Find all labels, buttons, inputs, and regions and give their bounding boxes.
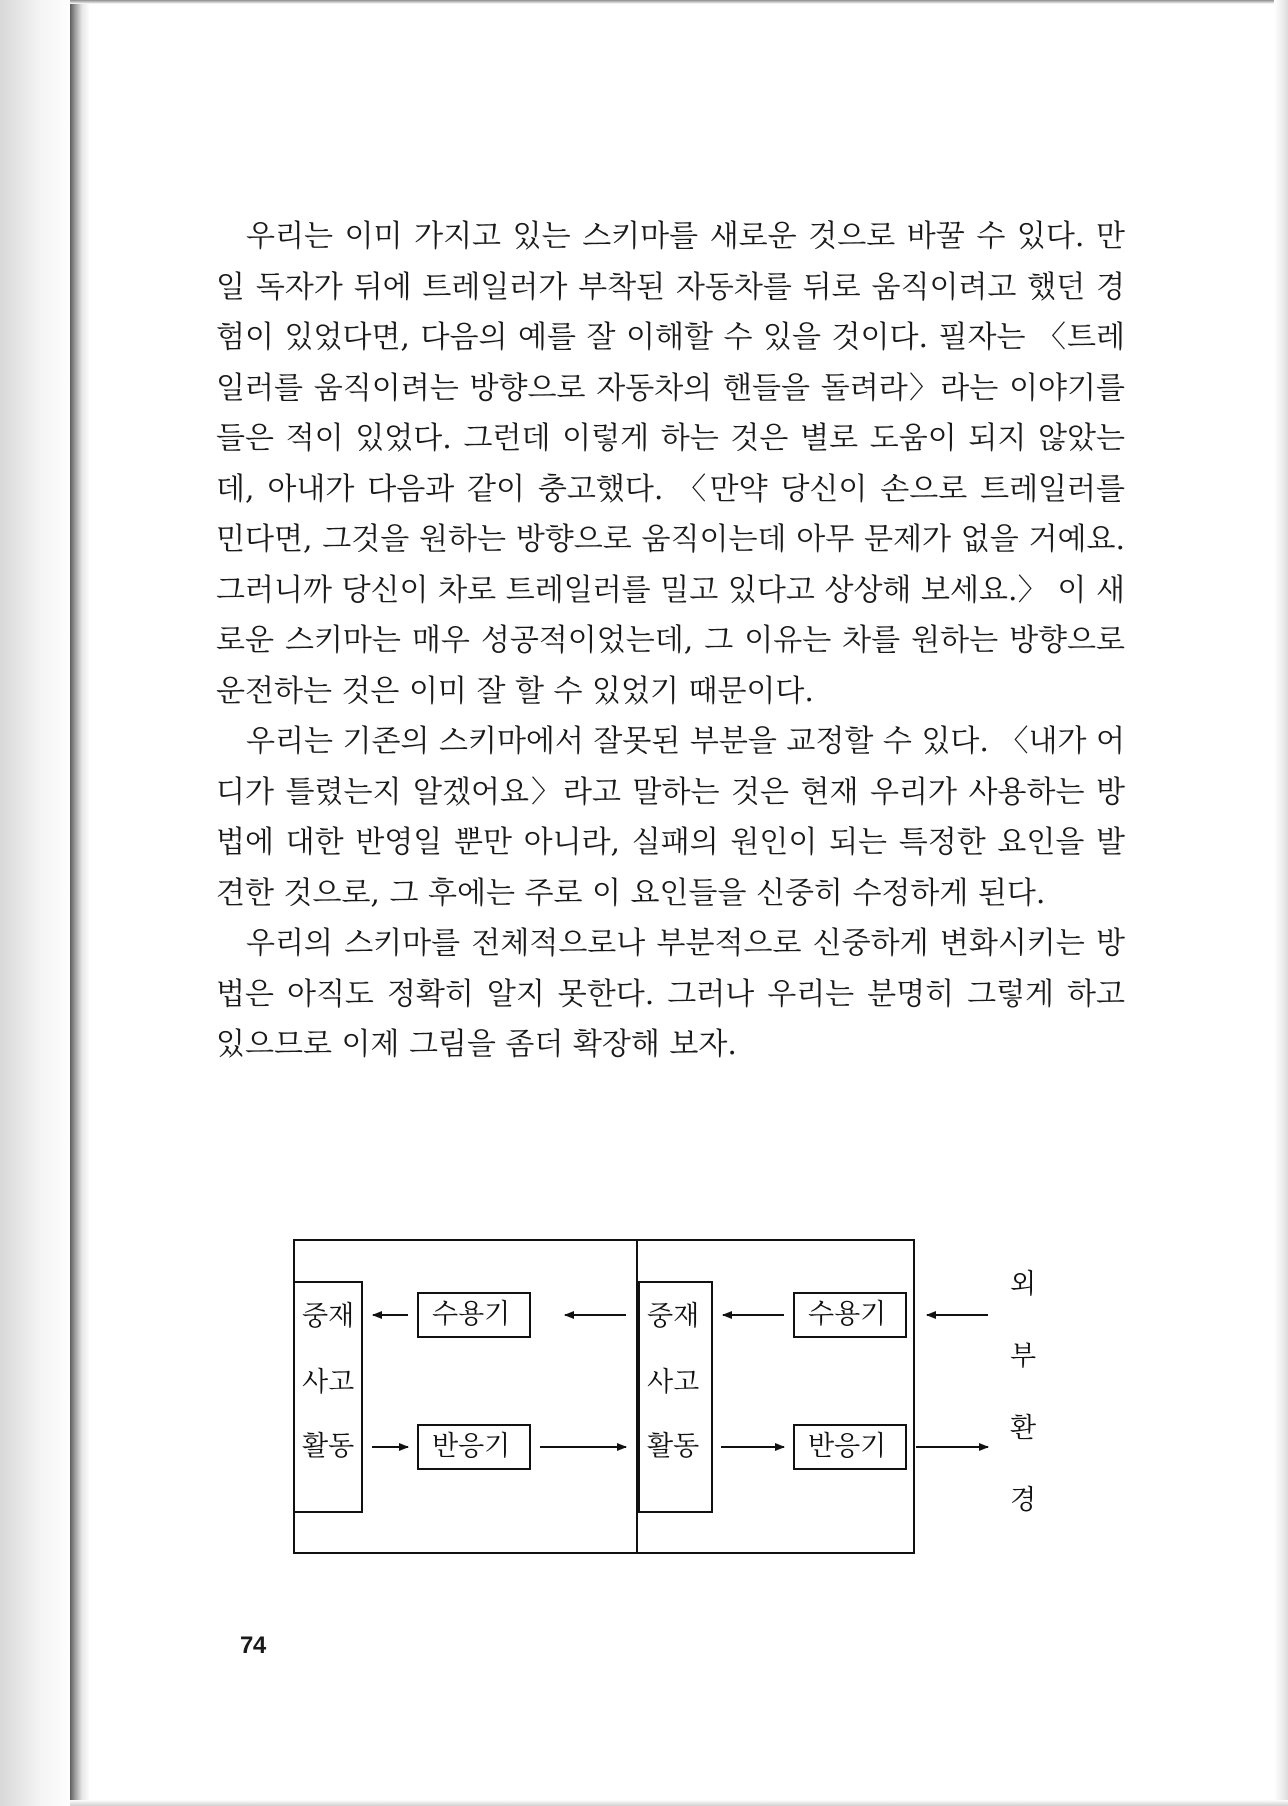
paragraph-schema-replacement: 우리는 이미 가지고 있는 스키마를 새로운 것으로 바꿀 수 있다. 만일 독자가 뒤에 트레일러가 부착된 자동차를 뒤로 움직이려고 했던 경험이 있었다면, 다음의 예를 잘 이해할 수 있을 것이다. 필자는 〈트레일러를 움직이려는 방향으로 자동차의 핸들을 돌려라〉라는 이야기를 들은 적이 있었다. 그런데 이렇게 하는 것은 별로 도움이 되지 않았는데, 아내가 다음과 같이 충고했다. 〈만약 당신이 손으로 트레일러를 민다면, 그것을 원하는 방향으로 움직이는데 아무 문제가 없을 거예요. 그러니까 당신이 차로 트레일러를 밀고 있다고 상상해 보세요.〉 이 새로운 스키마는 매우 성공적이었는데, 그 이유는 차를 원하는 방향으로 운전하는 것은 이미 잘 할 수 있었기 때문이다. <box>216 219 1125 709</box>
left-mediator-label-2: 사고 <box>302 1367 355 1398</box>
paragraph-schema-correction: 우리는 기존의 스키마에서 잘못된 부분을 교정할 수 있다. 〈내가 어디가 틀렸는지 알겠어요〉라고 말하는 것은 현재 우리가 사용하는 방법에 대한 반영일 뿐만 아니라, 실패의 원인이 되는 특정한 요인을 발견한 것으로, 그 후에는 주로 이 요인들을 신중히 수정하게 된다. <box>216 724 1125 911</box>
right-mediator-label-1: 중재 <box>647 1301 700 1332</box>
body-text <box>216 212 1125 1071</box>
page-top-edge <box>70 0 1288 4</box>
environment-label-char-4: 경 <box>1010 1485 1037 1516</box>
right-mediator-label-3: 활동 <box>647 1431 700 1462</box>
paragraph-schema-change: 우리의 스키마를 전체적으로나 부분적으로 신중하게 변화시키는 방법은 아직도 정확히 알지 못한다. 그러나 우리는 분명히 그렇게 하고 있으므로 이제 그림을 좀더 확장해 보자. <box>216 926 1125 1062</box>
page-bottom-edge <box>70 1800 1288 1806</box>
environment-label-char-3: 환 <box>1010 1413 1037 1444</box>
right-receptor-label: 수용기 <box>808 1299 887 1330</box>
page-number: 74 <box>240 1632 266 1659</box>
outer-system-frame <box>294 1240 914 1553</box>
environment-label-char-1: 외 <box>1010 1269 1037 1300</box>
environment-label-char-2: 부 <box>1010 1341 1037 1372</box>
book-spine-edge <box>70 4 90 1802</box>
left-mediator-label-1: 중재 <box>302 1301 355 1332</box>
left-receptor-label: 수용기 <box>432 1299 511 1330</box>
left-effector-label: 반응기 <box>432 1431 511 1462</box>
schema-diagram <box>280 1232 1060 1562</box>
right-effector-label: 반응기 <box>808 1431 887 1462</box>
right-mediator-label-2: 사고 <box>647 1367 700 1398</box>
page-right-edge <box>1274 0 1288 1806</box>
left-mediator-label-3: 활동 <box>302 1431 355 1462</box>
